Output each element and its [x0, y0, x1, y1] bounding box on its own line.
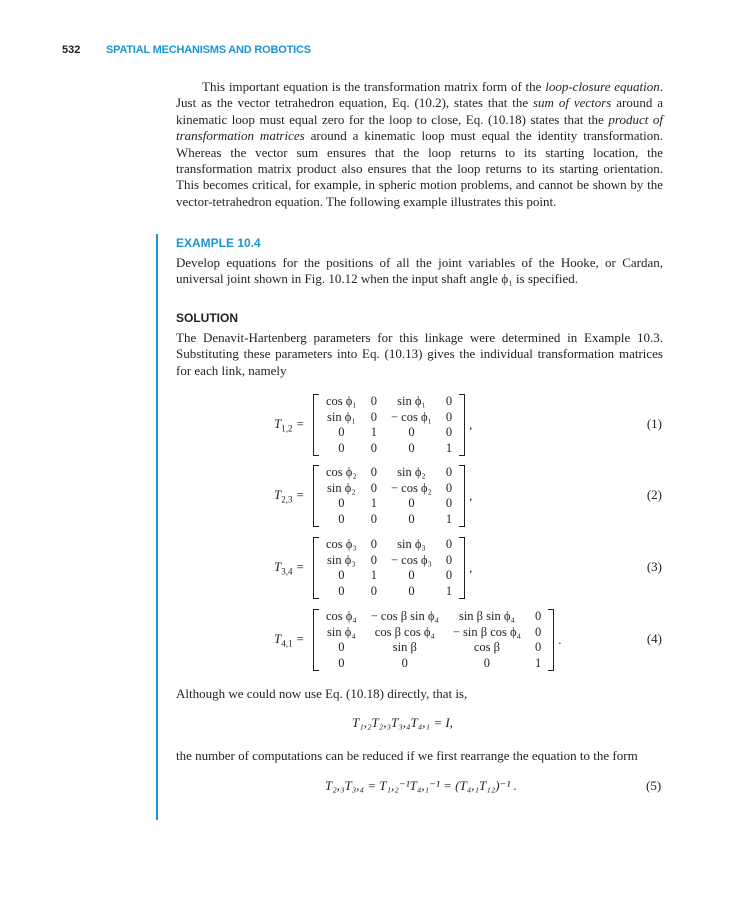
example-statement: Develop equations for the positions of all the joint variables of the Hooke, or Cardan, universal joint shown in Fig. 10.12 when the input shaft angle ϕ₁ is specified.: [176, 255, 663, 287]
matrix-cell: − cos β sin ϕ₄: [370, 609, 439, 624]
matrix-body: [313, 609, 554, 671]
matrix-cell: cos β cos ϕ₄: [374, 624, 435, 639]
equation-5-number: (5): [646, 778, 662, 793]
matrix-row: [319, 584, 459, 600]
matrix-cell: 0: [445, 496, 453, 511]
running-head: SPATIAL MECHANISMS AND ROBOTICS: [106, 44, 311, 56]
matrix-cell: 1: [370, 425, 377, 440]
equation-number: (1): [646, 416, 662, 431]
matrix-label: [274, 487, 305, 505]
matrix-cell: sin ϕ₁: [397, 394, 426, 409]
matrix-cell: 0: [370, 394, 377, 409]
matrix-cell: 0: [338, 425, 345, 440]
matrix-table: [319, 394, 459, 456]
matrix-table: [319, 537, 459, 599]
matrix-cell: 0: [534, 640, 542, 655]
equation-5: T₂,₃T₃,₄ = T₁,₂⁻¹T₄,₁⁻¹ = (T₄,₁T₁₂)⁻¹ .: [325, 778, 517, 793]
matrix-cell: sin ϕ₄: [327, 624, 356, 639]
matrix-punctuation: .: [558, 632, 562, 647]
matrix-row: [319, 481, 459, 497]
matrix-cell: − cos ϕ₃: [390, 552, 432, 567]
equals-sign: =: [292, 631, 305, 646]
matrix-cell: 0: [338, 496, 345, 511]
matrix-cell: 0: [370, 465, 377, 480]
matrix-cell: 0: [338, 583, 345, 598]
matrix-cell: 0: [483, 655, 491, 670]
matrix-equation: [260, 394, 662, 456]
matrix-cell: cos ϕ₃: [326, 537, 357, 552]
intro-text-1: This important equation is the transformation matrix form of the: [202, 79, 546, 94]
matrix-cell: 0: [445, 394, 453, 409]
matrix-row: [319, 609, 548, 625]
matrix-cell: 0: [338, 640, 345, 655]
matrix-cell: − sin β cos ϕ₄: [452, 624, 521, 639]
matrix-cell: 0: [370, 480, 377, 495]
equals-sign: =: [292, 559, 305, 574]
matrix-cell: cos β: [473, 640, 500, 655]
matrix-cell: 1: [534, 655, 542, 670]
matrix-table: [319, 465, 459, 527]
intro-italic-3: product of transformation matrices: [176, 111, 663, 144]
matrix-cell: 0: [370, 409, 377, 424]
solution-text: The Denavit-Hartenberg parameters for this linkage were determined in Example 10.3. Substituting these parameters into Eq. (10.13) gives the individual transformation matrices for each link, namely: [176, 330, 663, 378]
matrix-equation: [260, 537, 662, 599]
matrix-row: [319, 553, 459, 569]
equals-sign: =: [292, 487, 305, 502]
matrix-symbol: T: [274, 416, 282, 431]
after-text-2: the number of computations can be reduced if we first rearrange the equation to the form: [176, 748, 638, 763]
matrix-punctuation: ,: [469, 560, 473, 575]
matrix-body: [313, 537, 465, 599]
right-bracket: [459, 537, 465, 599]
matrix-cell: 0: [445, 425, 453, 440]
matrix-cell: sin β: [392, 640, 417, 655]
matrix-punctuation: ,: [469, 488, 473, 503]
matrix-subscript: 2,3: [281, 494, 293, 505]
matrix-cell: cos ϕ₁: [326, 394, 357, 409]
intro-paragraph: [176, 79, 663, 210]
matrix-row: [319, 537, 459, 553]
matrix-row: [319, 640, 548, 656]
intro-italic-2: sum of vectors: [532, 95, 612, 111]
matrix-cell: 0: [445, 465, 453, 480]
matrix-cell: 1: [370, 496, 377, 511]
matrix-cell: sin ϕ₂: [327, 480, 356, 495]
matrix-cell: 0: [338, 511, 345, 526]
matrix-row: [319, 441, 459, 457]
matrix-row: [319, 394, 459, 410]
matrix-cell: 1: [370, 568, 377, 583]
matrix-cell: 0: [408, 425, 415, 440]
matrix-cell: 0: [338, 655, 345, 670]
matrix-cell: cos ϕ₂: [326, 465, 357, 480]
matrix-row: [319, 496, 459, 512]
matrix-cell: 1: [445, 440, 453, 455]
intro-text-3: around a kinematic loop must equal zero for the loop to close, Eq. (10.18) states that the: [176, 95, 663, 127]
matrix-subscript: 1,2: [281, 423, 293, 434]
matrix-row: [319, 512, 459, 528]
matrix-row: [319, 625, 548, 641]
intro-italic-1: loop-closure equation: [545, 79, 660, 94]
matrix-row: [319, 568, 459, 584]
matrix-cell: 0: [445, 537, 453, 552]
matrix-cell: 0: [338, 568, 345, 583]
matrix-cell: 0: [370, 440, 377, 455]
left-bracket: [313, 537, 319, 599]
loop-closure-equation: T₁,₂T₂,₃T₃,₄T₄,₁ = I,: [352, 715, 453, 730]
matrix-cell: 0: [534, 624, 542, 639]
matrix-cell: 1: [445, 511, 453, 526]
matrix-cell: cos ϕ₄: [326, 609, 357, 624]
matrix-cell: 0: [338, 440, 345, 455]
equation-number: (3): [646, 559, 662, 574]
left-bracket: [313, 394, 319, 456]
matrix-row: [319, 465, 459, 481]
matrix-cell: 1: [445, 583, 453, 598]
matrix-subscript: 4,1: [281, 638, 293, 649]
right-bracket: [459, 394, 465, 456]
matrix-cell: 0: [445, 409, 453, 424]
intro-text-4: around a kinematic loop must equal the identity transformation. Whereas the vector sum ensures that the loop returns to its starting location, the transformation matrix product also ensures that the loop returns to its starting orientation. This becomes critical, for example, in spheric motion problems, and cannot be shown by the vector-tetrahedron equation. The following example illustrates this point.: [176, 128, 663, 209]
matrix-symbol: T: [274, 631, 282, 646]
after-text-1: Although we could now use Eq. (10.18) directly, that is,: [176, 686, 468, 701]
matrix-cell: − cos ϕ₂: [390, 480, 432, 495]
matrix-cell: sin ϕ₃: [327, 552, 356, 567]
matrix-cell: 0: [445, 568, 453, 583]
matrix-cell: 0: [408, 440, 415, 455]
matrix-cell: 0: [408, 583, 415, 598]
matrix-punctuation: ,: [469, 417, 473, 432]
matrix-equation: [260, 609, 662, 671]
matrix-label: [274, 631, 305, 649]
matrix-cell: 0: [408, 496, 415, 511]
equals-sign: =: [292, 416, 305, 431]
matrix-subscript: 3,4: [281, 566, 293, 577]
matrix-label: [274, 559, 305, 577]
left-bracket: [313, 609, 319, 671]
left-bracket: [313, 465, 319, 527]
matrix-cell: 0: [408, 511, 415, 526]
matrix-cell: 0: [408, 568, 415, 583]
matrix-cell: sin ϕ₂: [397, 465, 426, 480]
matrix-cell: 0: [401, 655, 408, 670]
matrix-row: [319, 410, 459, 426]
matrix-cell: 0: [445, 552, 453, 567]
matrix-body: [313, 465, 465, 527]
page-number: 532: [62, 44, 81, 56]
matrix-cell: 0: [370, 511, 377, 526]
matrix-cell: 0: [445, 480, 453, 495]
matrix-cell: sin ϕ₃: [397, 537, 426, 552]
equation-number: (4): [646, 631, 662, 646]
matrix-cell: sin β sin ϕ₄: [458, 609, 515, 624]
matrix-equation: [260, 465, 662, 527]
matrix-cell: sin ϕ₁: [327, 409, 356, 424]
matrix-cell: − cos ϕ₁: [390, 409, 432, 424]
matrix-row: [319, 656, 548, 672]
solution-title: SOLUTION: [176, 311, 238, 325]
matrix-symbol: T: [274, 559, 282, 574]
matrix-cell: 0: [534, 609, 542, 624]
matrix-table: [319, 609, 548, 671]
matrix-cell: 0: [370, 583, 377, 598]
matrix-label: [274, 416, 305, 434]
example-sidebar-rule: [156, 234, 158, 820]
matrix-row: [319, 425, 459, 441]
matrix-cell: 0: [370, 537, 377, 552]
equation-number: (2): [646, 487, 662, 502]
matrix-symbol: T: [274, 487, 282, 502]
matrix-body: [313, 394, 465, 456]
example-title: EXAMPLE 10.4: [176, 236, 261, 250]
right-bracket: [548, 609, 554, 671]
matrix-cell: 0: [370, 552, 377, 567]
intro-text-2: . Just as the vector tetrahedron equation, Eq. (10.2), states that the: [176, 79, 663, 111]
right-bracket: [459, 465, 465, 527]
